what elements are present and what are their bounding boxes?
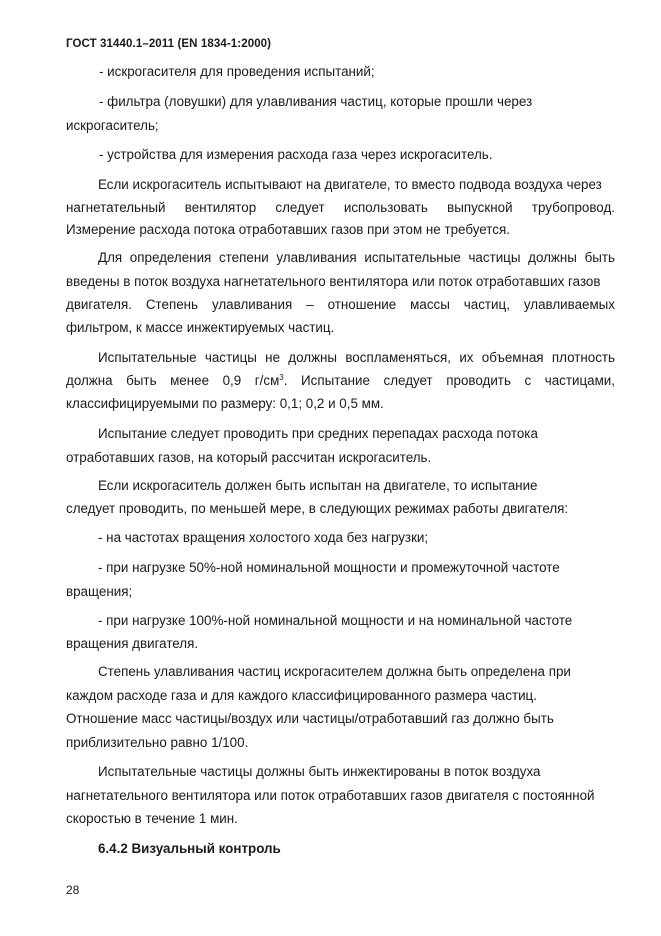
paragraph-line: нагнетательный вентилятор следует использовать выпускной трубопровод. xyxy=(66,200,615,215)
paragraph-line: двигателя. Степень улавливания – отношение массы частиц, улавливаемых xyxy=(66,297,615,312)
paragraph-line: фильтром, к массе инжектируемых частиц. xyxy=(66,320,335,335)
paragraph-line: каждом расходе газа и для каждого классифицированного размера частиц. xyxy=(66,688,537,703)
paragraph-line-density xyxy=(66,373,615,389)
list-item-load-50: - при нагрузке 50%-ной номинальной мощности и промежуточной частоте xyxy=(98,560,560,575)
page-number: 28 xyxy=(66,883,80,897)
list-item-spark-arrester: - искрогасителя для проведения испытаний; xyxy=(99,64,375,79)
paragraph-line: скоростью в течение 1 мин. xyxy=(66,811,238,826)
text-line: вращения двигателя. xyxy=(66,636,199,651)
density-text-cont: . Испытание следует проводить с частицами, xyxy=(283,373,615,388)
paragraph-line: Испытательные частицы не должны воспламеняться, их объемная плотность xyxy=(98,350,615,365)
paragraph-line: Если искрогаситель испытывают на двигателе, то вместо подвода воздуха через xyxy=(98,177,602,192)
list-item-idle: - на частотах вращения холостого хода без нагрузки; xyxy=(98,530,429,545)
paragraph-line: Если искрогаситель должен быть испытан на двигателе, то испытание xyxy=(98,478,538,493)
paragraph-line: отработавших газов, на который рассчитан искрогаситель. xyxy=(66,450,432,465)
text-line: искрогаситель; xyxy=(66,118,159,133)
paragraph-line: следует проводить, по меньшей мере, в следующих режимах работы двигателя: xyxy=(66,501,569,516)
list-item-filter: - фильтра (ловушки) для улавливания частиц, которые прошли через xyxy=(99,94,533,109)
paragraph-line: приблизительно равно 1/100. xyxy=(66,735,249,750)
paragraph-line: Степень улавливания частиц искрогасителем должна быть определена при xyxy=(98,664,571,679)
list-item-load-100: - при нагрузке 100%-ной номинальной мощности и на номинальной частоте xyxy=(98,613,573,628)
paragraph-line: Измерение расхода потока отработавших газов при этом не требуется. xyxy=(66,222,510,237)
paragraph-line: Отношение масс частицы/воздух или частицы/отработавший газ должно быть xyxy=(66,711,554,726)
document-header: ГОСТ 31440.1–2011 (EN 1834-1:2000) xyxy=(66,38,272,50)
paragraph-line: классифицируемыми по размеру: 0,1; 0,2 и 0,5 мм. xyxy=(66,396,384,411)
paragraph-line: Испытание следует проводить при средних перепадах расхода потока xyxy=(98,426,538,441)
section-heading: 6.4.2 Визуальный контроль xyxy=(98,841,281,856)
list-item-flow-meter: - устройства для измерения расхода газа через искрогаситель. xyxy=(99,147,493,162)
text-line: вращения; xyxy=(66,584,133,599)
density-text: должна быть менее 0,9 г/см xyxy=(66,373,280,388)
density-exponent: 3 xyxy=(279,373,284,382)
paragraph-line: Для определения степени улавливания испытательные частицы должны быть xyxy=(98,250,615,265)
paragraph-line: Испытательные частицы должны быть инжектированы в поток воздуха xyxy=(98,764,541,779)
paragraph-line: введены в поток воздуха нагнетательного вентилятора или поток отработавших газов xyxy=(66,274,601,289)
paragraph-line: нагнетательного вентилятора или поток отработавших газов двигателя с постоянной xyxy=(66,788,595,803)
